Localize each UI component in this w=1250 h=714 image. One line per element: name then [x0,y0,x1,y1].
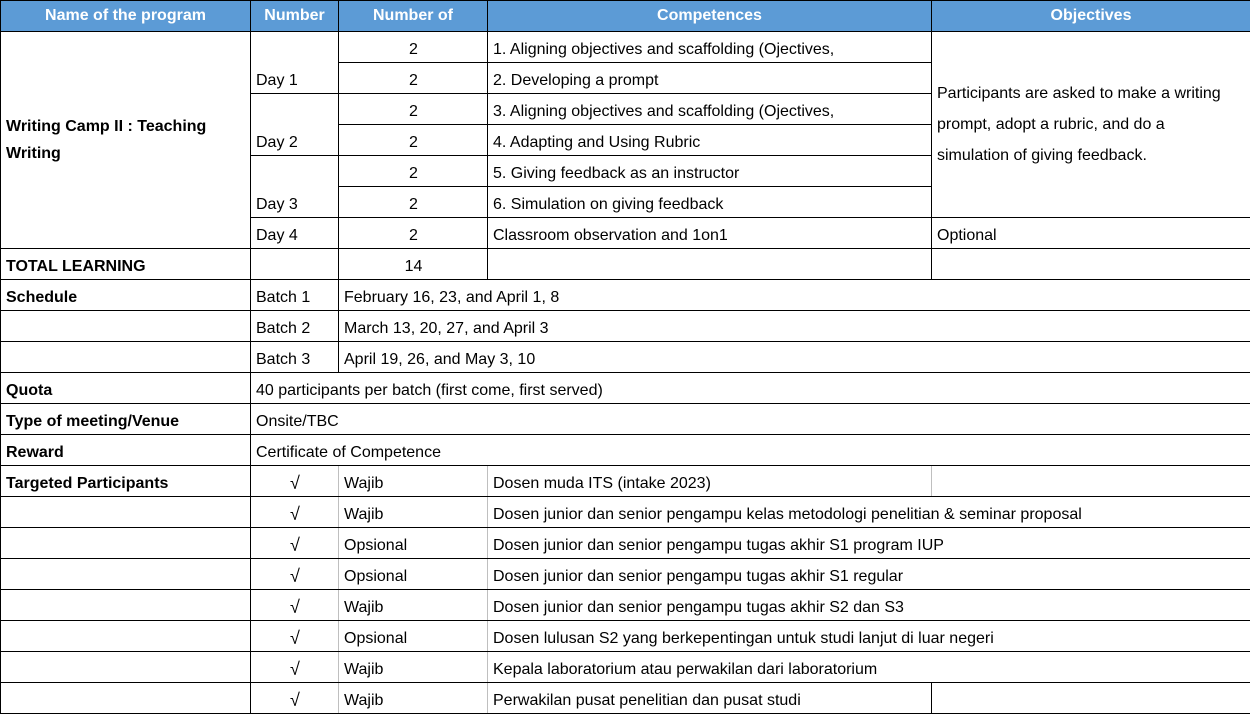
schedule-row [1,311,1250,342]
cell-status: Wajib [339,590,488,621]
header-cell-number: Number [251,1,339,32]
cell-batch-3-dates: April 19, 26, and May 3, 10 [339,342,1250,373]
cell-participants-label: Targeted Participants [1,466,251,497]
table-row [1,32,1250,63]
participant-row [1,559,1250,590]
cell-description: Dosen junior dan senior pengampu tugas akhir S1 regular [488,559,1250,590]
cell-program-name: Writing Camp II : Teaching Writing [1,32,251,249]
cell-hours: 2 [339,187,488,218]
checkmark-icon: √ [251,590,339,621]
cell-competence: 2. Developing a prompt [488,63,932,94]
cell-competence: 4. Adapting and Using Rubric [488,125,932,156]
cell-empty [1,528,251,559]
cell-empty [1,590,251,621]
cell-batch-1-dates: February 16, 23, and April 1, 8 [339,280,1250,311]
cell-quota-value: 40 participants per batch (first come, first served) [251,373,1250,404]
cell-status: Wajib [339,497,488,528]
detail-row [1,435,1250,466]
cell-total-label: TOTAL LEARNING [1,249,251,280]
participant-row [1,683,1250,714]
cell-hours: 2 [339,125,488,156]
cell-empty [932,683,1250,714]
cell-day4-objective: Optional [932,218,1250,249]
cell-batch-2-dates: March 13, 20, 27, and April 3 [339,311,1250,342]
checkmark-icon: √ [251,497,339,528]
cell-description: Dosen junior dan senior pengampu kelas metodologi penelitian & seminar proposal [488,497,1250,528]
cell-empty [251,249,339,280]
cell-day-4: Day 4 [251,218,339,249]
participant-row [1,590,1250,621]
cell-status: Wajib [339,652,488,683]
cell-day-2: Day 2 [251,94,339,156]
participant-row [1,528,1250,559]
cell-competence: 3. Aligning objectives and scaffolding (Ojectives, [488,94,932,125]
cell-batch-2: Batch 2 [251,311,339,342]
cell-hours: 2 [339,32,488,63]
cell-day-1: Day 1 [251,32,339,94]
checkmark-icon: √ [251,559,339,590]
cell-empty [1,652,251,683]
schedule-row [1,342,1250,373]
cell-status: Wajib [339,466,488,497]
checkmark-icon: √ [251,652,339,683]
cell-empty [1,683,251,714]
header-cell-competences: Competences [488,1,932,32]
cell-status: Opsional [339,528,488,559]
cell-description: Dosen muda ITS (intake 2023) [488,466,932,497]
cell-empty [1,559,251,590]
cell-quota-label: Quota [1,373,251,404]
checkmark-icon: √ [251,528,339,559]
header-row [1,1,1250,32]
detail-row [1,373,1250,404]
cell-empty [488,249,932,280]
cell-competence: 6. Simulation on giving feedback [488,187,932,218]
cell-empty [932,466,1250,497]
cell-hours: 2 [339,63,488,94]
cell-empty [1,342,251,373]
cell-reward-value: Certificate of Competence [251,435,1250,466]
cell-hours: 2 [339,218,488,249]
header-cell-number-of: Number of [339,1,488,32]
cell-day-3: Day 3 [251,156,339,218]
cell-description: Dosen junior dan senior pengampu tugas akhir S2 dan S3 [488,590,1250,621]
header-cell-name-of-program: Name of the program [1,1,251,32]
participant-row [1,466,1250,497]
cell-status: Wajib [339,683,488,714]
participant-row [1,652,1250,683]
cell-batch-1: Batch 1 [251,280,339,311]
cell-description: Dosen lulusan S2 yang berkepentingan untuk studi lanjut di luar negeri [488,621,1250,652]
cell-batch-3: Batch 3 [251,342,339,373]
cell-empty [932,249,1250,280]
participant-row [1,621,1250,652]
cell-venue-value: Onsite/TBC [251,404,1250,435]
cell-status: Opsional [339,621,488,652]
header-cell-objectives: Objectives [932,1,1250,32]
cell-competence: 1. Aligning objectives and scaffolding (Ojectives, [488,32,932,63]
detail-row [1,404,1250,435]
cell-reward-label: Reward [1,435,251,466]
checkmark-icon: √ [251,683,339,714]
cell-empty [1,311,251,342]
cell-empty [1,497,251,528]
cell-venue-label: Type of meeting/Venue [1,404,251,435]
cell-competence: 5. Giving feedback as an instructor [488,156,932,187]
cell-description: Dosen junior dan senior pengampu tugas akhir S1 program IUP [488,528,1250,559]
cell-description: Kepala laboratorium atau perwakilan dari laboratorium [488,652,1250,683]
cell-schedule-label: Schedule [1,280,251,311]
cell-empty [1,621,251,652]
schedule-row [1,280,1250,311]
checkmark-icon: √ [251,466,339,497]
cell-objectives-text: Participants are asked to make a writing prompt, adopt a rubric, and do a simulation of giving feedback. [932,32,1250,218]
cell-competence: Classroom observation and 1on1 [488,218,932,249]
cell-total-value: 14 [339,249,488,280]
cell-description: Perwakilan pusat penelitian dan pusat studi [488,683,932,714]
cell-status: Opsional [339,559,488,590]
participant-row [1,497,1250,528]
total-row [1,249,1250,280]
cell-hours: 2 [339,156,488,187]
checkmark-icon: √ [251,621,339,652]
cell-hours: 2 [339,94,488,125]
